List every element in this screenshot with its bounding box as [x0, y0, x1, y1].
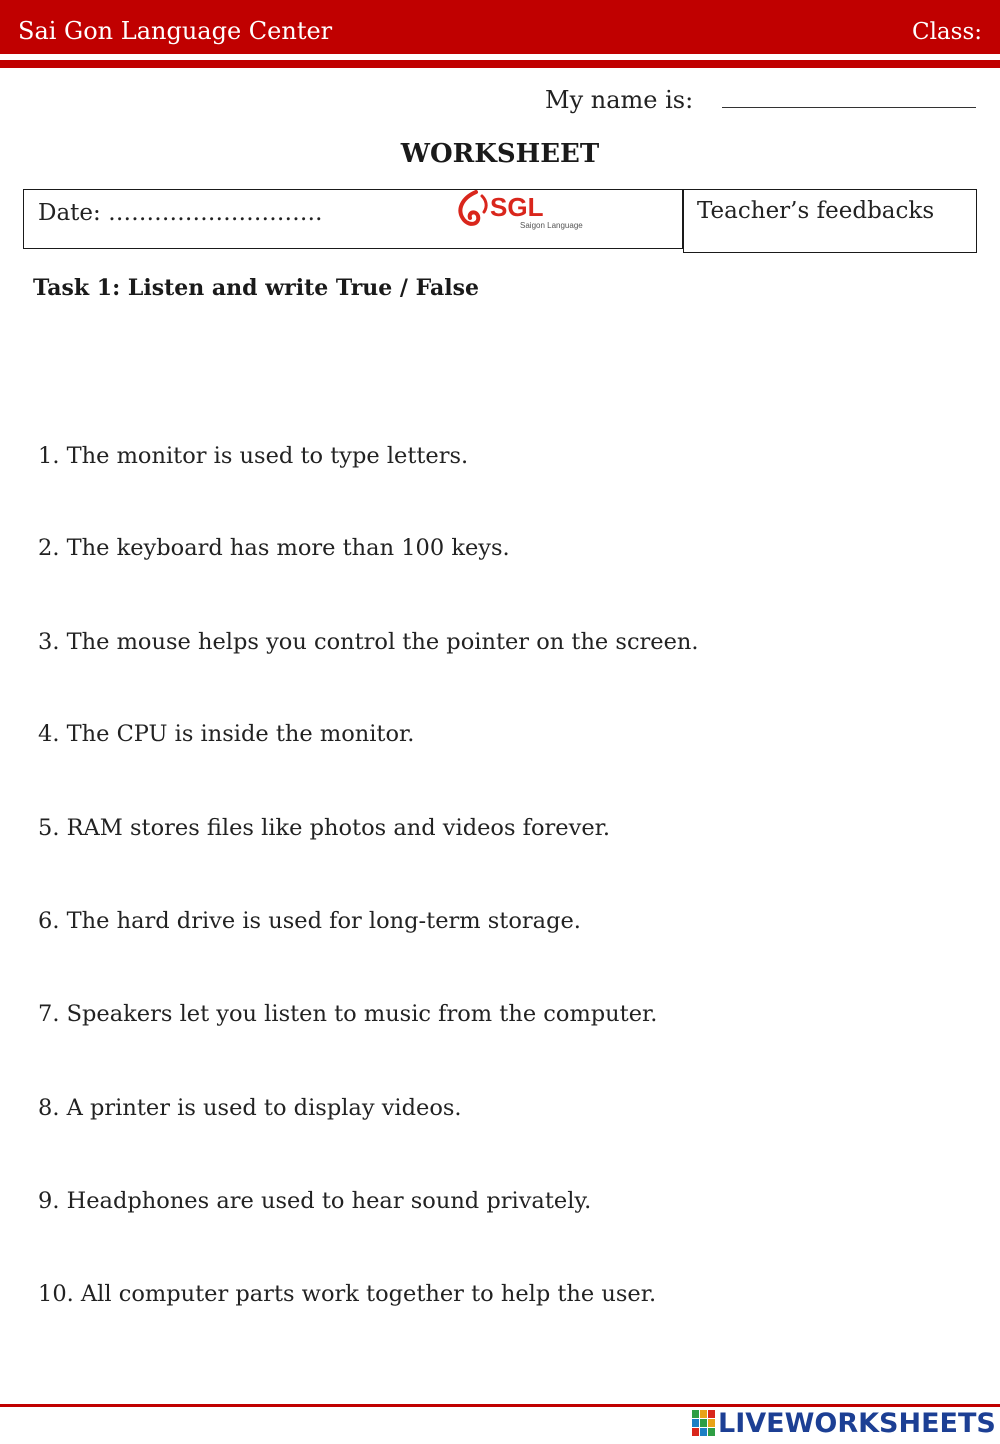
question-item: 4. The CPU is inside the monitor. — [38, 721, 415, 747]
question-item: 10. All computer parts work together to help the user. — [38, 1281, 657, 1307]
liveworksheets-brand-text: LIVEWORKSHEETS — [718, 1408, 996, 1439]
question-item: 3. The mouse helps you control the pointer on the screen. — [38, 629, 699, 655]
question-item: 5. RAM stores files like photos and videos forever. — [38, 815, 611, 841]
question-item: 1. The monitor is used to type letters. — [38, 443, 469, 469]
name-input-line[interactable] — [722, 107, 976, 108]
header-bar — [0, 0, 1000, 54]
footer-brand — [692, 1406, 996, 1440]
sgl-logo-icon — [456, 190, 583, 234]
question-item: 6. The hard drive is used for long-term storage. — [38, 908, 581, 934]
liveworksheets-logo-icon — [692, 1410, 716, 1438]
name-label: My name is: — [545, 86, 694, 114]
date-box — [23, 189, 683, 249]
sgl-logo-subtext: Saigon Language — [520, 221, 583, 230]
task-title: Task 1: Listen and write True / False — [33, 275, 480, 301]
class-label: Class: — [911, 19, 982, 45]
header-divider — [0, 60, 1000, 68]
question-item: 2. The keyboard has more than 100 keys. — [38, 535, 510, 561]
page-title: WORKSHEET — [400, 139, 600, 169]
sgl-logo-text: SGL — [490, 192, 544, 222]
date-label: Date: ………………………. — [38, 200, 323, 226]
feedback-box — [683, 189, 977, 253]
feedback-label: Teacher’s feedbacks — [697, 198, 935, 224]
question-item: 8. A printer is used to display videos. — [38, 1095, 462, 1121]
question-item: 7. Speakers let you listen to music from the computer. — [38, 1001, 658, 1027]
center-name: Sai Gon Language Center — [18, 17, 333, 45]
question-item: 9. Headphones are used to hear sound privately. — [38, 1188, 592, 1214]
